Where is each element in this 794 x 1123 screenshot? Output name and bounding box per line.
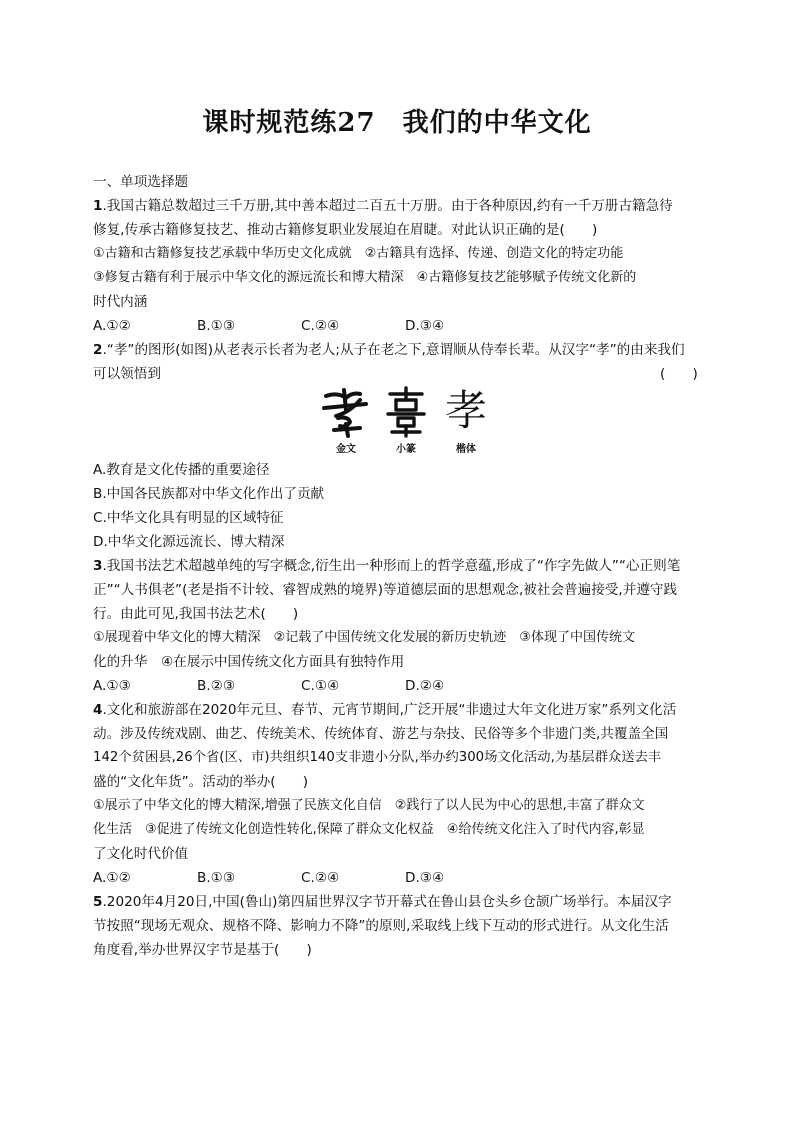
question-1-option-d[interactable]: D.③④ (405, 318, 445, 334)
question-4-stem-line-3: 142个贫困县,26个省(区、市)共组织140支非遗小分队,举办约300场文化活动,为基层群众送去丰 (93, 750, 662, 765)
question-4-option-c[interactable]: C.②④ (301, 870, 340, 886)
figure-label-kaishu: 楷体 (456, 444, 476, 455)
question-2-number: 2 (93, 342, 103, 358)
question-2-option-b[interactable]: B.中国各民族都对中华文化作出了贡献 (93, 486, 325, 502)
question-3-stem-line-1: 3.我国书法艺术超越单纯的写字概念,衍生出一种形而上的哲学意蕴,形成了“作字先做人”“心正则笔 (93, 558, 681, 574)
question-4-statement-line-2: 化生活 ③促进了传统文化创造性转化,保障了群众文化权益 ④给传统文化注入了时代内容,彰显 (93, 822, 645, 837)
question-3-number: 3 (93, 558, 103, 574)
question-3-options (93, 674, 509, 698)
question-1-stem-line-1: 1.我国古籍总数超过三千万册,其中善本超过二百五十万册。由于各种原因,约有一千万册古籍急待 (93, 198, 673, 214)
question-5-stem-line-3: 角度看,举办世界汉字节是基于( ) (93, 942, 312, 958)
question-2-option-a[interactable]: A.教育是文化传播的重要途径 (93, 462, 270, 478)
question-3-statement-line-2: 化的升华 ④在展示中国传统文化方面具有独特作用 (93, 654, 405, 670)
xiao-bronze-script-glyph (316, 386, 376, 438)
question-1-option-b[interactable]: B.①③ (197, 318, 236, 334)
section-heading: 一、单项选择题 (93, 174, 189, 190)
question-4-stem-line-2: 动。涉及传统戏剧、曲艺、传统美术、传统体育、游艺与杂技、民俗等多个非遗门类,共覆盖全国 (93, 726, 669, 742)
question-4-stem-line-4: 盛的“文化年货”。活动的举办( ) (93, 774, 309, 790)
question-3-stem-line-3: 行。由此可见,我国书法艺术( ) (93, 606, 299, 622)
question-4-number: 4 (93, 702, 103, 718)
question-2-stem-line-1: 2.“孝”的图形(如图)从老表示长者为老人;从子在老之下,意谓顺从侍奉长辈。从汉字“孝”的由来我们 (93, 342, 685, 358)
question-1-options (93, 314, 509, 338)
question-4-statement-line-3: 了文化时代价值 (93, 846, 189, 862)
question-3-option-a[interactable]: A.①③ (93, 678, 131, 694)
figure-label-xiaozhuan: 小篆 (396, 444, 416, 455)
xiao-small-seal-glyph (376, 386, 436, 438)
question-4-stem-line-1: 4.文化和旅游部在2020年元旦、春节、元宵节期间,广泛开展“非遗过大年文化进万家”系列文化活 (93, 702, 677, 718)
question-2-option-c[interactable]: C.中华文化具有明显的区域特征 (93, 510, 284, 526)
figure-label-jinwen: 金文 (336, 444, 356, 455)
question-2-answer-bracket: ( ) (660, 366, 698, 382)
question-5-number: 5 (93, 894, 103, 910)
question-1-option-a[interactable]: A.①② (93, 318, 131, 334)
question-3-stem-line-2: 正”“人书俱老”(老是指不计较、睿智成熟的境界)等道德层面的思想观念,被社会普遍接受,并遵守践 (93, 582, 678, 598)
question-4-option-b[interactable]: B.①③ (197, 870, 236, 886)
question-2-option-d[interactable]: D.中华文化源远流长、博大精深 (93, 534, 285, 550)
xiao-regular-script-glyph: 孝 (444, 386, 487, 435)
question-4-options (93, 866, 509, 890)
question-1-stem-line-2: 修复,传承古籍修复技艺、推动古籍修复职业发展迫在眉睫。对此认识正确的是( ) (93, 222, 598, 238)
question-4-option-d[interactable]: D.③④ (405, 870, 445, 886)
question-5-stem-line-1: 5.2020年4月20日,中国(鲁山)第四届世界汉字节开幕式在鲁山县仓头乡仓颉广场举行。本届汉字 (93, 894, 672, 910)
question-1-option-c[interactable]: C.②④ (301, 318, 340, 334)
question-4-option-a[interactable]: A.①② (93, 870, 131, 886)
question-1-number: 1 (93, 198, 103, 214)
question-4-statement-line-1: ①展示了中华文化的博大精深,增强了民族文化自信 ②践行了以人民为中心的思想,丰富了群众文 (93, 798, 645, 813)
question-3-option-b[interactable]: B.②③ (197, 678, 236, 694)
question-3-statement-line-1: ①展现着中华文化的博大精深 ②记载了中国传统文化发展的新历史轨迹 ③体现了中国传统文 (93, 630, 635, 645)
question-3-option-d[interactable]: D.②④ (405, 678, 445, 694)
question-1-statement-line-1: ①古籍和古籍修复技艺承载中华历史文化成就 ②古籍具有选择、传递、创造文化的特定功能 (93, 246, 624, 261)
question-3-option-c[interactable]: C.①④ (301, 678, 340, 694)
page-title: 课时规范练27 我们的中华文化 (202, 108, 592, 138)
question-1-statement-line-3: 时代内涵 (93, 294, 148, 310)
question-1-statement-line-2: ③修复古籍有利于展示中华文化的源远流长和博大精深 ④古籍修复技艺能够赋予传统文化新的 (93, 270, 637, 285)
question-2-stem-line-2: 可以领悟到 (93, 366, 161, 382)
question-5-stem-line-2: 节按照“现场无观众、规格不降、影响力不降”的原则,采取线上线下互动的形式进行。从文化生活 (93, 918, 669, 934)
